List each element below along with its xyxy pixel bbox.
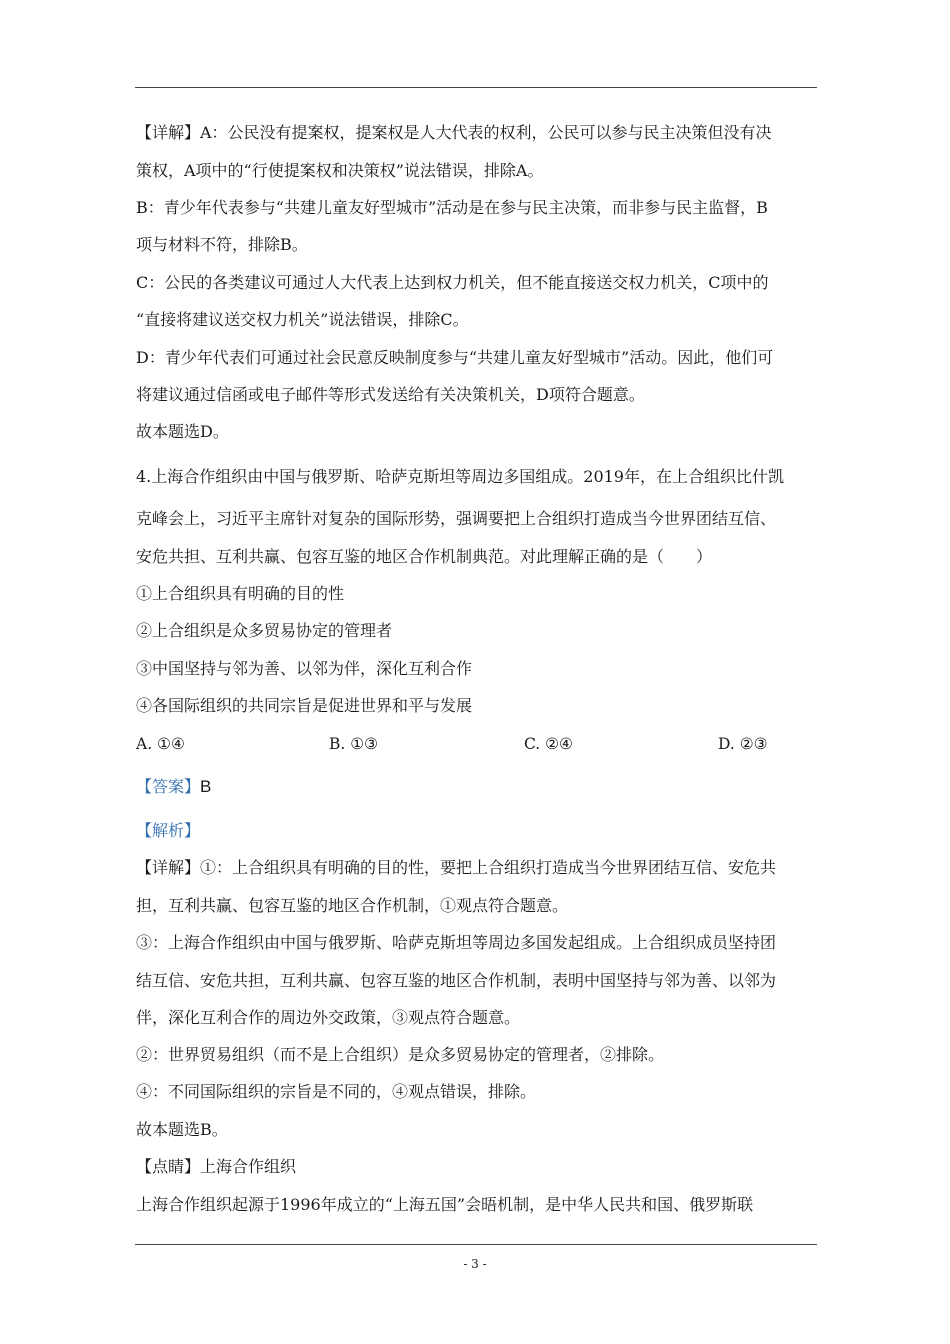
option-c: C. ②④: [524, 735, 573, 753]
answer-value: B: [200, 777, 212, 796]
text-line: C：公民的各类建议可通过人大代表上达到权力机关，但不能直接送交权力机关，C项中的: [136, 273, 769, 292]
text-line: 项与材料不符，排除B。: [136, 235, 308, 254]
option-a: A. ①④: [136, 735, 185, 753]
analysis-line: ③：上海合作组织由中国与俄罗斯、哈萨克斯坦等周边多国发起组成。上合组织成员坚持团: [136, 933, 777, 952]
text-line: D：青少年代表们可通过社会民意反映制度参与“共建儿童友好型城市”活动。因此，他们可: [136, 348, 774, 367]
text-line: 【详解】A：公民没有提案权，提案权是人大代表的权利，公民可以参与民主决策但没有决: [136, 123, 772, 142]
text-line: 将建议通过信函或电子邮件等形式发送给有关决策机关，D项符合题意。: [136, 385, 645, 404]
text-line: 策权，A项中的“行使提案权和决策权”说法错误，排除A。: [136, 161, 544, 180]
analysis-line: 结互信、安危共担，互利共赢、包容互鉴的地区合作机制，表明中国坚持与邻为善、以邻为: [136, 971, 777, 990]
analysis-line: ②：世界贸易组织（而不是上合组织）是众多贸易协定的管理者，②排除。: [136, 1045, 665, 1064]
page-number: - 3 -: [463, 1257, 487, 1271]
option-d: D. ②③: [718, 735, 768, 753]
statement-item: ④各国际组织的共同宗旨是促进世界和平与发展: [136, 696, 473, 715]
analysis-line: ④：不同国际组织的宗旨是不同的，④观点错误，排除。: [136, 1082, 537, 1101]
option-b: B. ①③: [329, 735, 379, 753]
answer-tag: 【答案】: [136, 777, 201, 796]
analysis-line: 【点睛】上海合作组织: [136, 1157, 297, 1176]
statement-item: ①上合组织具有明确的目的性: [136, 584, 345, 603]
question-stem: 4.上海合作组织由中国与俄罗斯、哈萨克斯坦等周边多国组成。2019年，在上合组织比什凯: [136, 467, 784, 486]
analysis-line: 【详解】①：上合组织具有明确的目的性，要把上合组织打造成当今世界团结互信、安危共: [136, 858, 777, 877]
text-line: “直接将建议送交权力机关”说法错误，排除C。: [136, 310, 469, 329]
question-stem: 安危共担、互利共赢、包容互鉴的地区合作机制典范。对此理解正确的是（ ）: [136, 547, 713, 566]
question-stem: 克峰会上，习近平主席针对复杂的国际形势，强调要把上合组织打造成当今世界团结互信、: [136, 509, 777, 528]
analysis-line: 故本题选B。: [136, 1120, 228, 1139]
header-rule: [135, 87, 817, 88]
analysis-line: 上海合作组织起源于1996年成立的“上海五国”会晤机制，是中华人民共和国、俄罗斯联: [136, 1195, 754, 1214]
analysis-line: 担，互利共赢、包容互鉴的地区合作机制，①观点符合题意。: [136, 896, 569, 915]
statement-item: ③中国坚持与邻为善、以邻为伴，深化互利合作: [136, 659, 473, 678]
footer-rule: [135, 1244, 817, 1245]
statement-item: ②上合组织是众多贸易协定的管理者: [136, 621, 393, 640]
answer-line: [136, 776, 826, 798]
text-line: B：青少年代表参与“共建儿童友好型城市”活动是在参与民主决策，而非参与民主监督，B: [136, 198, 768, 217]
analysis-line: 伴，深化互利合作的周边外交政策，③观点符合题意。: [136, 1008, 521, 1027]
text-line: 故本题选D。: [136, 422, 229, 441]
analysis-tag: 【解析】: [136, 821, 201, 840]
